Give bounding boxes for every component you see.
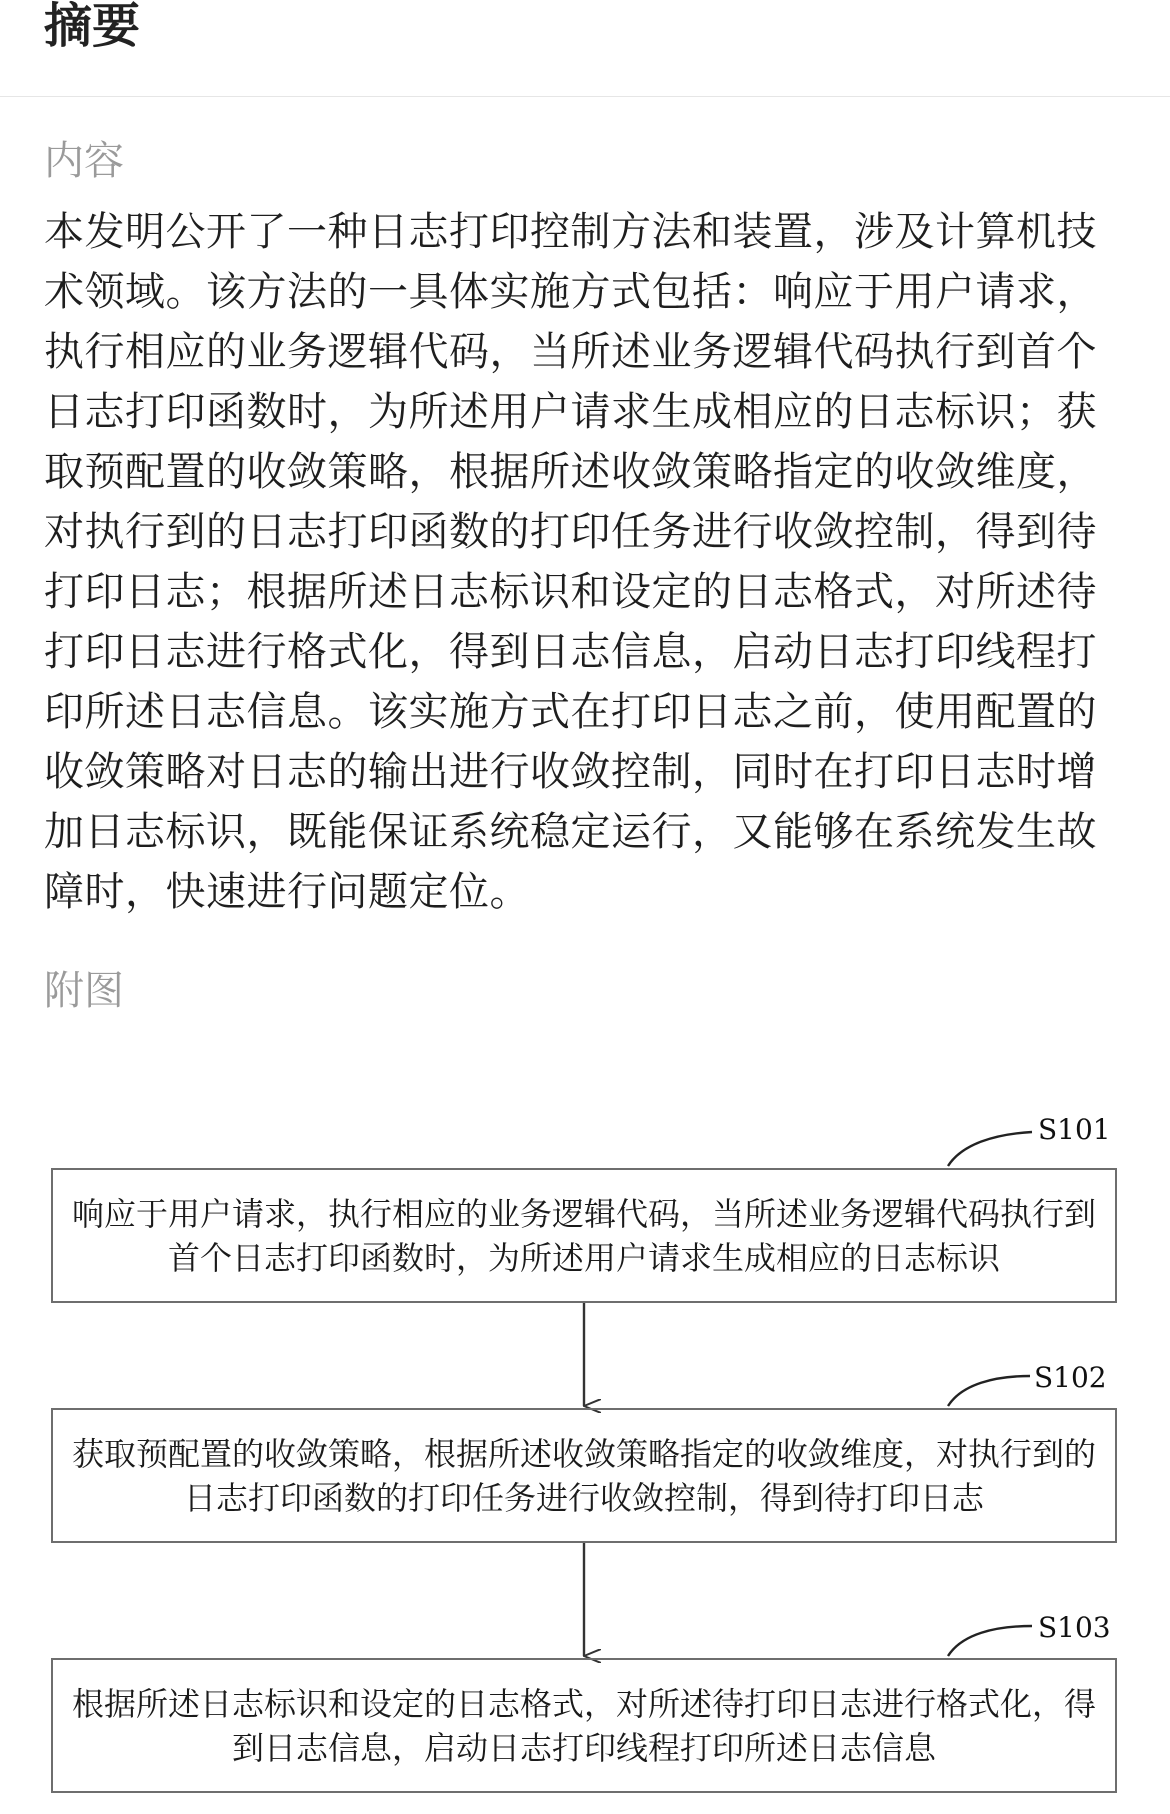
section-label-figure: 附图 <box>44 968 124 1014</box>
step-id-s102: S102 <box>1034 1361 1107 1394</box>
section-label-content: 内容 <box>44 138 124 184</box>
step-leader-s101 <box>948 1132 1032 1166</box>
flow-step-s101 <box>51 1168 1117 1303</box>
step-leader-s103 <box>948 1626 1032 1656</box>
flow-step-text: 获取预配置的收敛策略，根据所述收敛策略指定的收敛维度，对执行到的日志打印函数的打印任务进行收敛控制，得到待打印日志 <box>71 1434 1096 1517</box>
page-title: 摘要 <box>44 0 141 54</box>
abstract-text: 本发明公开了一种日志打印控制方法和装置，涉及计算机技术领域。该方法的一具体实施方式包括：响应于用户请求，执行相应的业务逻辑代码，当所述业务逻辑代码执行到首个日志打印函数时，为所述用户请求生成相应的日志标识；获取预配置的收敛策略，根据所述收敛策略指定的收敛维度，对执行到的日志打印函数的打印任务进行收敛控制，得到待打印日志；根据所述日志标识和设定的日志格式，对所述待打印日志进行格式化，得到日志信息，启动日志打印线程打印所述日志信息。该实施方式在打印日志之前，使用配置的收敛策略对日志的输出进行收敛控制，同时在打印日志时增加日志标识，既能保证系统稳定运行，又能够在系统发生故障时，快速进行问题定位。 <box>44 209 1097 915</box>
flow-step-s103 <box>51 1658 1117 1793</box>
flowchart-figure <box>0 1080 1170 1814</box>
flow-step-s102 <box>51 1408 1117 1543</box>
flow-step-text: 响应于用户请求，执行相应的业务逻辑代码，当所述业务逻辑代码执行到首个日志打印函数时，为所述用户请求生成相应的日志标识 <box>71 1194 1096 1277</box>
page-header <box>0 0 1170 97</box>
step-id-s103: S103 <box>1038 1611 1111 1644</box>
step-id-s101: S101 <box>1038 1113 1111 1146</box>
flow-step-text: 根据所述日志标识和设定的日志格式，对所述待打印日志进行格式化，得到日志信息，启动日志打印线程打印所述日志信息 <box>71 1684 1096 1767</box>
step-leader-s102 <box>948 1376 1030 1406</box>
